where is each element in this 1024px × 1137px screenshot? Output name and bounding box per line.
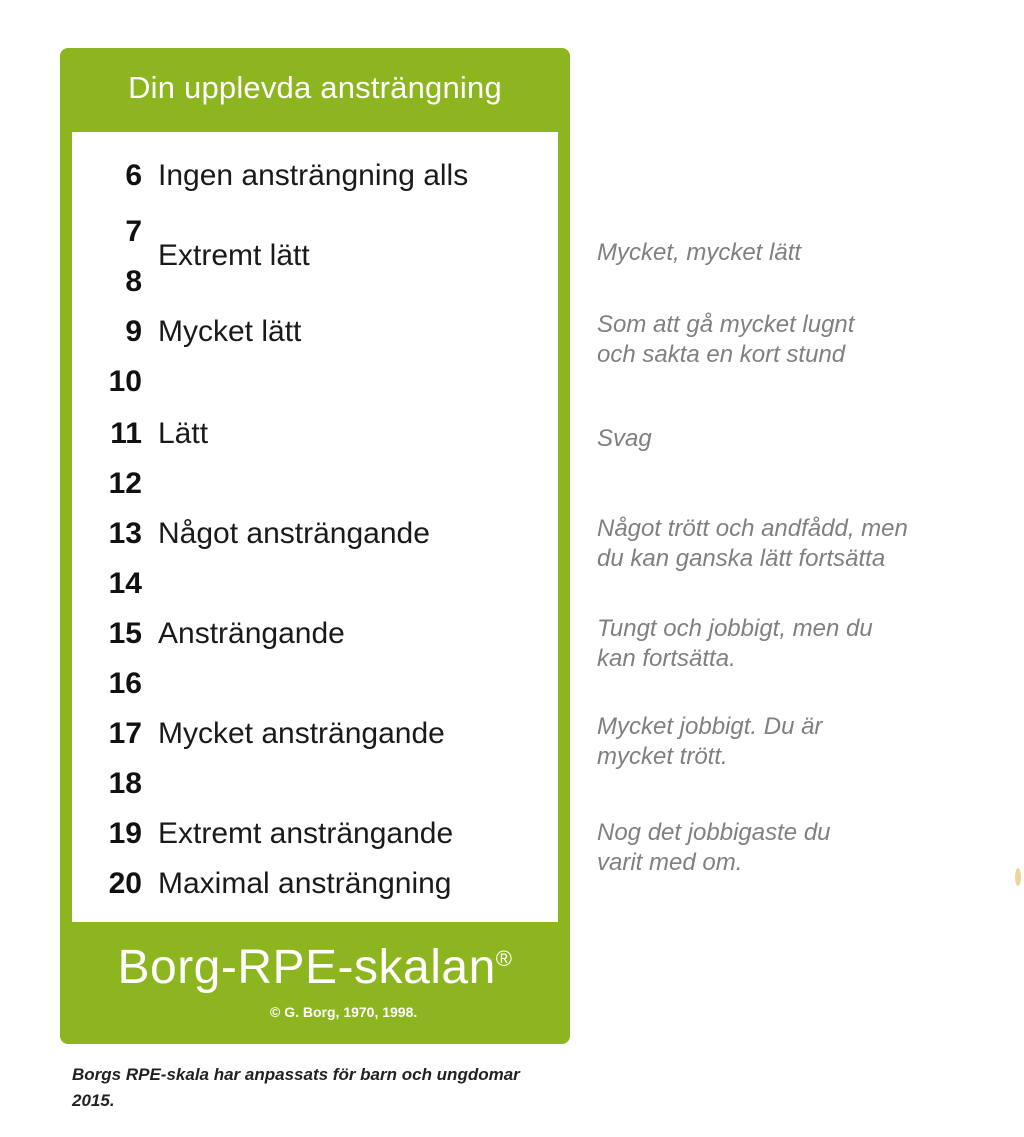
scale-label: Extremt lätt <box>158 239 310 272</box>
scale-label: Mycket ansträngande <box>158 717 445 750</box>
scale-label: Något ansträngande <box>158 517 430 550</box>
description-9: Som att gå mycket lugnt och sakta en kort stund <box>597 311 855 368</box>
scale-number: 9 <box>125 315 142 348</box>
scale-label: Mycket lätt <box>158 315 302 348</box>
description-17: Mycket jobbigt. Du är mycket trött. <box>597 713 823 770</box>
brand-name: Borg-RPE-skalan <box>117 941 496 994</box>
description-15: Tungt och jobbigt, men du kan fortsätta. <box>597 615 873 672</box>
description-19: Nog det jobbigaste du varit med om. <box>597 819 831 876</box>
scale-number: 12 <box>108 467 142 500</box>
scale-number: 20 <box>108 867 142 900</box>
scale-label: Extremt ansträngande <box>158 817 454 850</box>
scale-label: Maximal ansträngning <box>158 867 452 900</box>
scale-number: 8 <box>125 265 142 298</box>
description-13: Något trött och andfådd, men du kan ganska lätt fortsätta <box>597 515 908 572</box>
registered-mark: ® <box>495 946 513 971</box>
scale-number: 17 <box>108 717 142 750</box>
scale-number: 13 <box>108 517 142 550</box>
scale-label: Ansträngande <box>158 617 345 650</box>
edge-artifact <box>1015 868 1021 886</box>
description-7-8: Mycket, mycket lätt <box>597 239 802 266</box>
scale-label: Lätt <box>158 417 209 450</box>
scale-number: 10 <box>108 365 142 398</box>
footnote: Borgs RPE-skala har anpassats för barn och ungdomar 2015. <box>72 1065 520 1110</box>
description-11: Svag <box>597 425 652 452</box>
scale-number: 15 <box>108 617 142 650</box>
scale-panel <box>72 132 558 922</box>
scale-number: 7 <box>125 215 142 248</box>
scale-number: 16 <box>108 667 142 700</box>
scale-number: 19 <box>108 817 142 850</box>
scale-label: Ingen ansträngning alls <box>158 159 469 192</box>
scale-number: 11 <box>110 417 142 450</box>
copyright-note: © G. Borg, 1970, 1998. <box>270 1004 418 1020</box>
scale-number: 14 <box>108 567 142 600</box>
scale-number: 6 <box>125 159 142 192</box>
scale-number: 18 <box>108 767 142 800</box>
brand-title <box>60 940 570 995</box>
card-title: Din upplevda ansträngning <box>128 70 502 105</box>
